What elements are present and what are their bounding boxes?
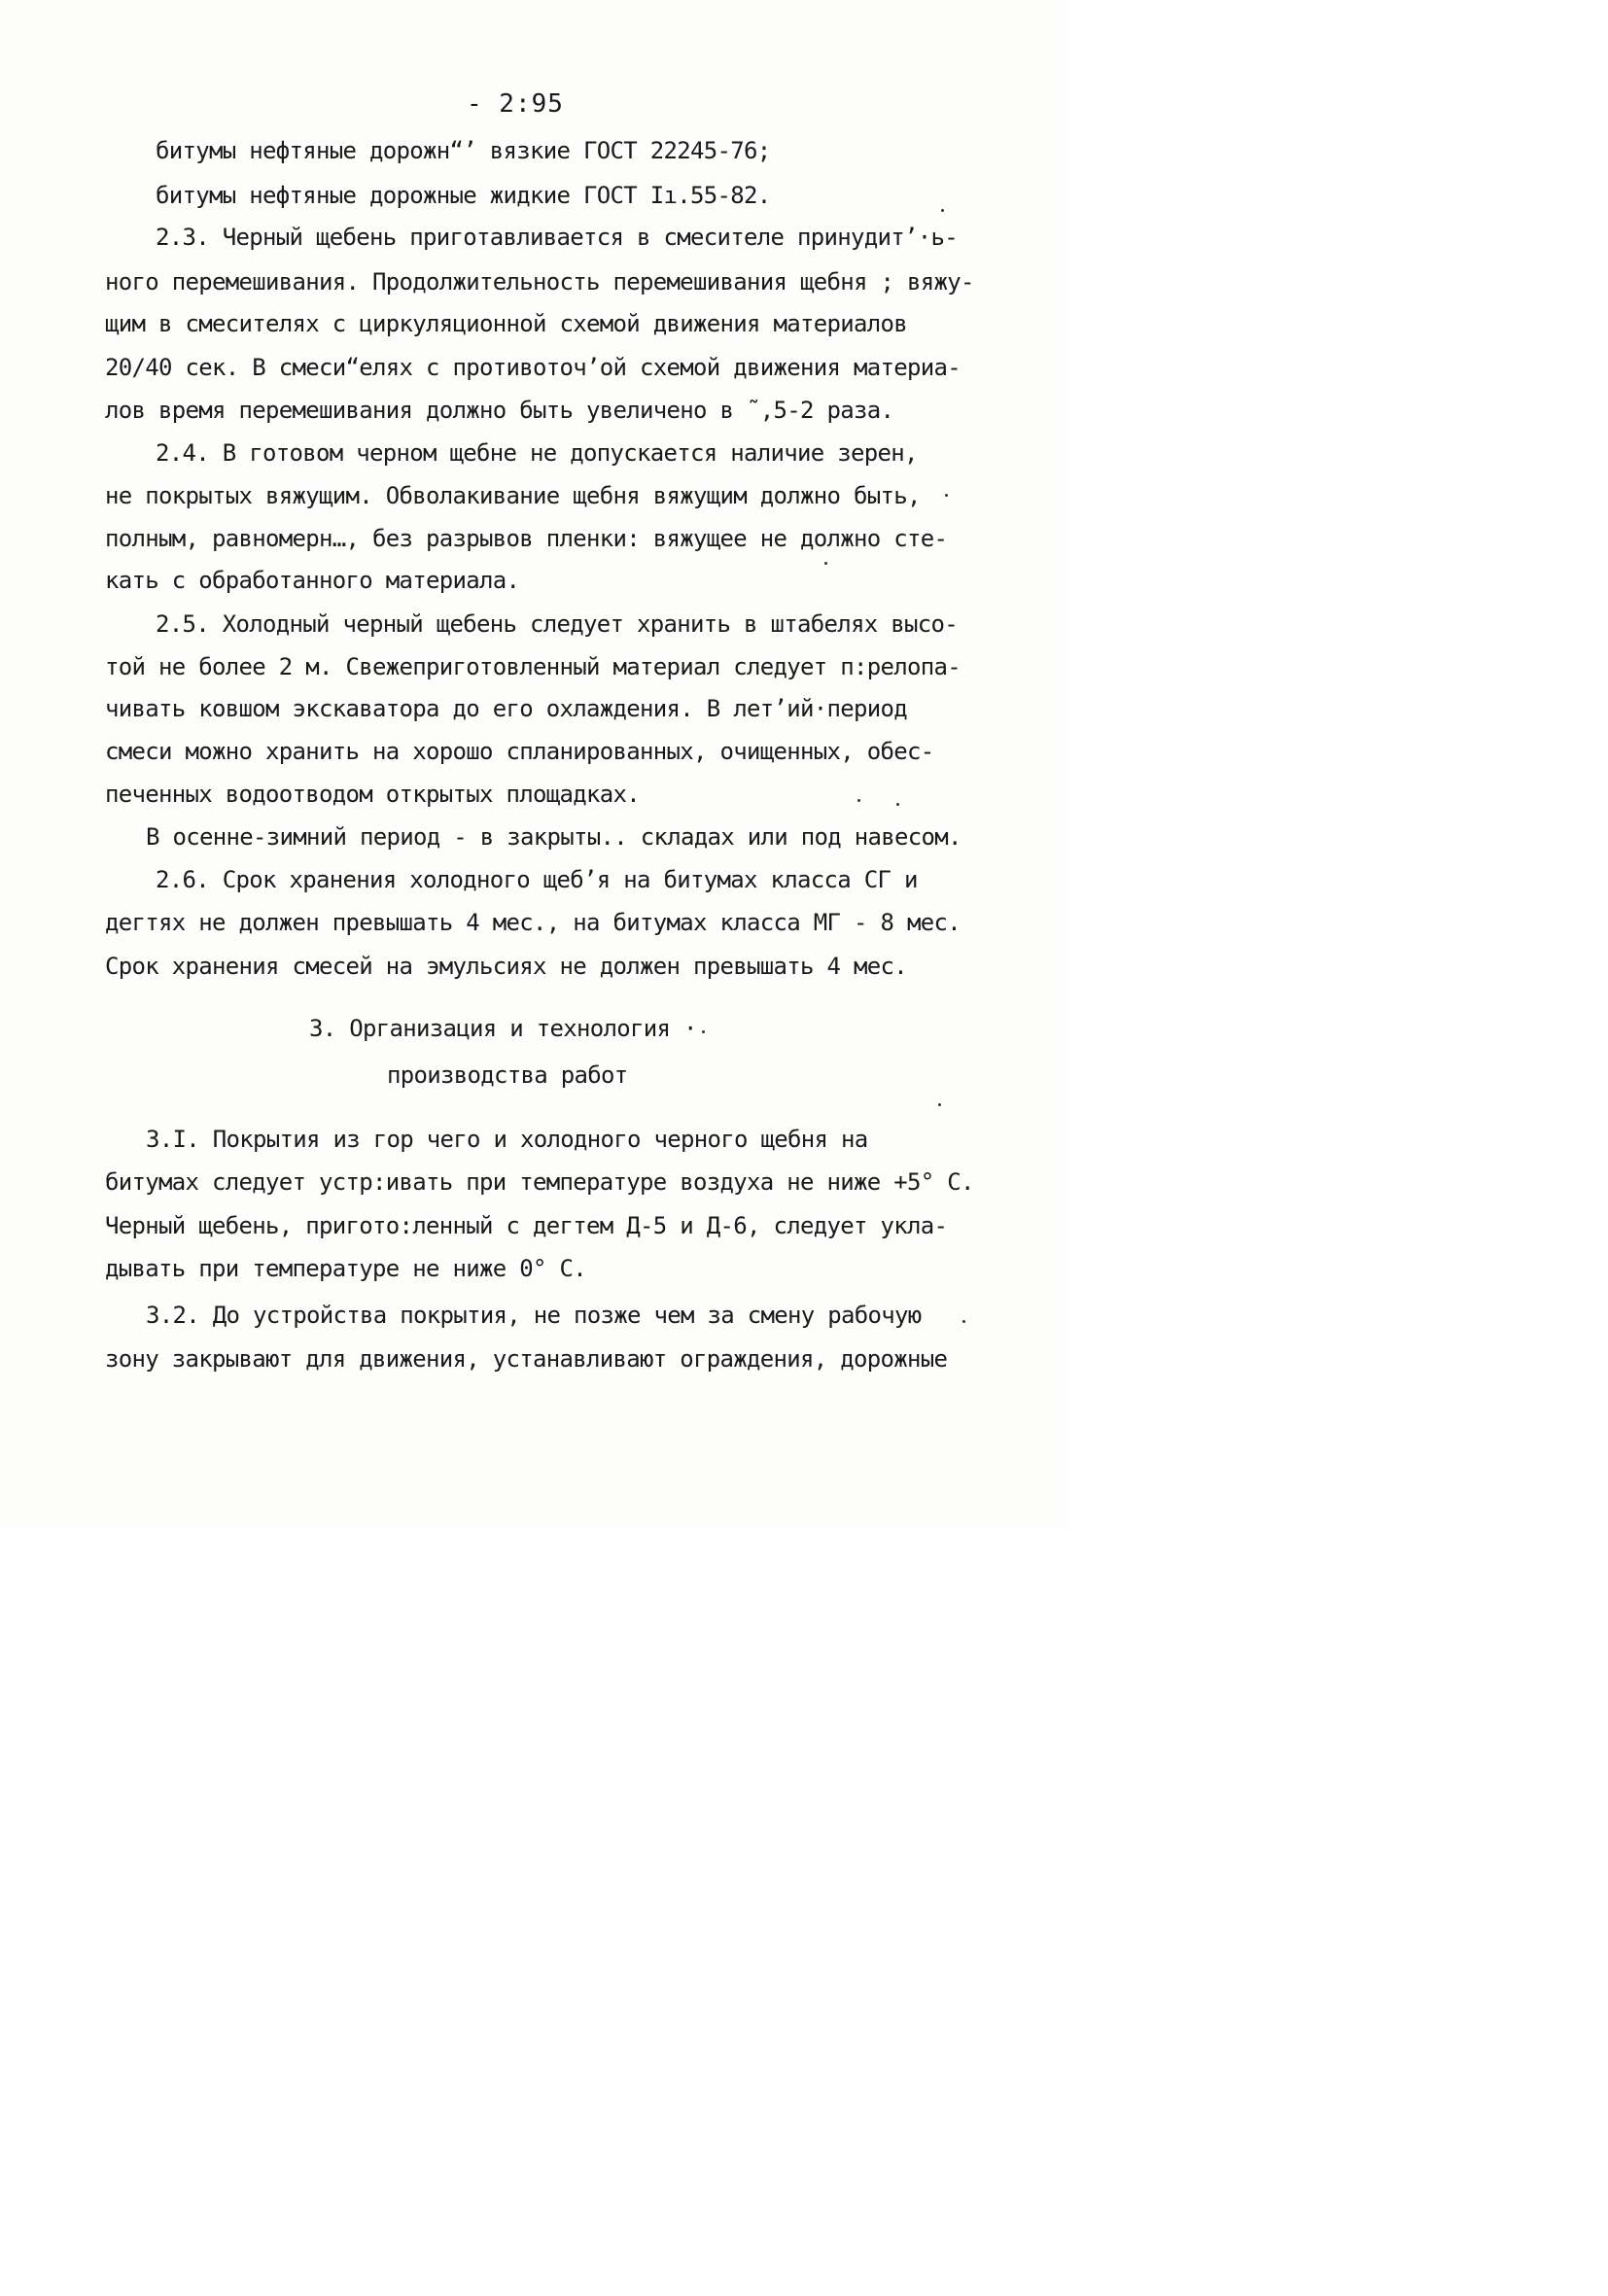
text-line: щим в смесителях с циркуляционной схемой движения материалов (105, 310, 907, 337)
scan-speck (702, 1030, 705, 1033)
text-line: лов время перемешивания должно быть увеличено в ˜,5-2 раза. (105, 397, 894, 424)
text-line: Черный щебень, пригото:ленный с дегтем Д-5 и Д-6, следует укла- (105, 1212, 948, 1239)
paragraph-2-6-start: 2.6. Срок хранения холодного щеб’я на битумах класса СГ и (156, 866, 918, 893)
scan-speck (896, 803, 899, 806)
scan-speck (945, 494, 948, 497)
scan-speck (938, 1103, 941, 1106)
text-line: чивать ковшом экскаватора до его охлаждения. В лет’ий·период (105, 695, 907, 722)
text-line: дывать при температуре не ниже 0° С. (105, 1255, 586, 1282)
text-line: смеси можно хранить на хорошо спланированных, очищенных, обес- (105, 738, 934, 765)
text-line: дегтях не должен превышать 4 мес., на битумах класса МГ - 8 мес. (105, 909, 961, 936)
scan-speck (824, 562, 827, 565)
paragraph-3-1-start: 3.I. Покрытия из гор чего и холодного черного щебня на (146, 1126, 868, 1153)
text-line: кать с обработанного материала. (105, 567, 520, 594)
scan-speck (941, 209, 944, 212)
text-line: той не более 2 м. Свежеприготовленный материал следует п:релопа- (105, 653, 961, 680)
document-page (0, 0, 1069, 1526)
paragraph-2-4-start: 2.4. В готовом черном щебне не допускается наличие зерен, (156, 439, 918, 467)
text-line: В осенне-зимний период - в закрыты.. складах или под навесом. (146, 823, 961, 851)
text-line: ного перемешивания. Продолжительность перемешивания щебня ; вяжу- (105, 268, 974, 296)
section-heading-line-2: производства работ (387, 1061, 628, 1089)
text-line: зону закрывают для движения, устанавливают ограждения, дорожные (105, 1345, 948, 1373)
text-line: битумах следует устр:ивать при температуре воздуха не ниже +5° С. (105, 1168, 974, 1196)
paragraph-2-5-start: 2.5. Холодный черный щебень следует хранить в штабелях высо- (156, 610, 958, 638)
text-line: полным, равномерн…, без разрывов пленки: вяжущее не должно сте- (105, 525, 948, 552)
text-line: печенных водоотводом открытых площадках. (105, 781, 640, 808)
text-line: битумы нефтяные дорожн“’ вязкие ГОСТ 22245-76; (156, 137, 771, 164)
scan-speck (857, 799, 860, 802)
paragraph-2-3-start: 2.3. Черный щебень приготавливается в смесителе принудит’·ь- (156, 224, 958, 251)
text-line: Срок хранения смесей на эмульсиях не должен превышать 4 мес. (105, 953, 907, 980)
paragraph-3-2-start: 3.2. До устройства покрытия, не позже чем за смену рабочую (146, 1302, 922, 1329)
page-number: - 2:95 (467, 89, 564, 119)
text-line: 20/40 сек. В смеси“елях с противоточ’ой схемой движения материа- (105, 354, 961, 381)
text-line: не покрытых вяжущим. Обволакивание щебня вяжущим должно быть, (105, 482, 921, 509)
text-line: битумы нефтяные дорожные жидкие ГОСТ Iı.55-82. (156, 182, 771, 209)
section-heading-line-1: 3. Организация и технология · (309, 1015, 697, 1042)
scan-speck (962, 1320, 965, 1323)
